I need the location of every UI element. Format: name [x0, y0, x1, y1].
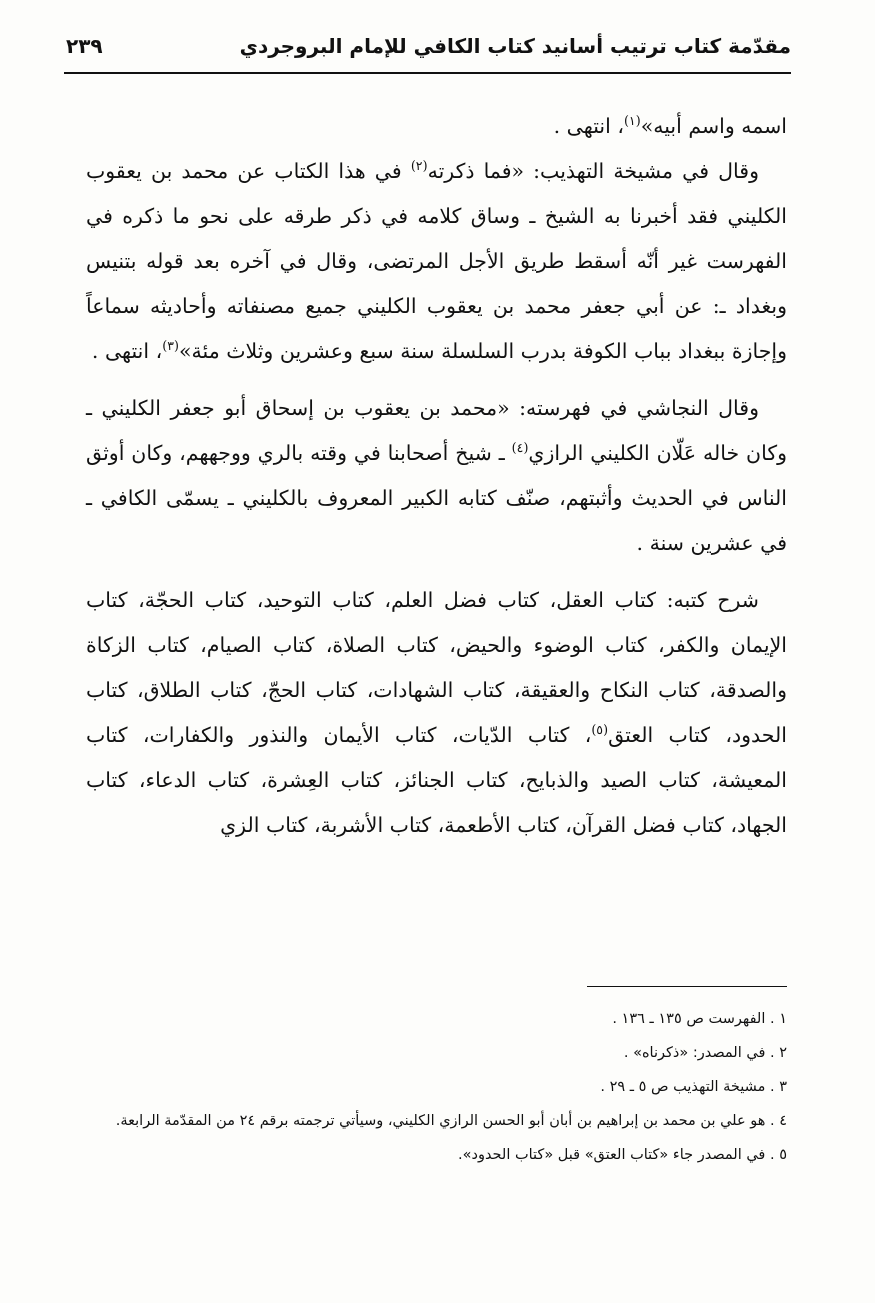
footnote-4: ٤ . هو علي بن محمد بن إبراهيم بن أبان أبو الحسن الرازي الكليني، وسيأتي ترجمته برقم ٢٤ من المقدّمة الرابعة. — [115, 1113, 787, 1129]
text: وقال في مشيخة التهذيب: «فما ذكرته — [427, 159, 759, 183]
text: شرح كتبه: كتاب العقل، كتاب فضل العلم، كتاب التوحيد، كتاب الحجّة، كتاب الإيمان والكفر، كتاب الوضوء والحيض، كتاب الصلاة، كتاب الصيام، كتاب الزكاة والصدقة، كتاب النكاح والعقيقة، كتاب الشهادات، كتاب الحجّ، كتاب الطلاق، كتاب الحدود، كتاب العتق — [86, 588, 787, 747]
text: وقال النجاشي في فهرسته: «محمد بن يعقوب بن إسحاق أبو جعفر الكليني ـ وكان خاله عَلّان الكليني الرازي — [86, 396, 787, 465]
footnote-2: ٢ . في المصدر: «ذكرناه» . — [623, 1045, 787, 1061]
running-title: مقدّمة كتاب ترتيب أسانيد كتاب الكافي للإمام البروجردي — [239, 34, 791, 58]
footnote-3: ٣ . مشيخة التهذيب ص ٥ ـ ٢٩ . — [600, 1079, 787, 1095]
footnotes — [86, 1004, 787, 1174]
paragraph-2 — [86, 149, 787, 374]
footnote-separator — [587, 986, 787, 987]
footnote-ref-1: (١) — [623, 113, 641, 129]
running-header — [64, 26, 791, 74]
footnote-ref-4: (٤) — [511, 440, 529, 456]
page-number: ٢٣٩ — [66, 34, 103, 58]
footnote-5: ٥ . في المصدر جاء «كتاب العتق» قبل «كتاب الحدود». — [458, 1147, 787, 1163]
paragraph-1 — [86, 104, 787, 149]
footnote-1: ١ . الفهرست ص ١٣٥ ـ ١٣٦ . — [612, 1011, 787, 1027]
text: اسمه واسم أبيه» — [640, 114, 787, 138]
text: في هذا الكتاب عن محمد بن يعقوب الكليني فقد أخبرنا به الشيخ ـ وساق كلامه في ذكر طرقه على نحو ما ذكره في الفهرست غير أنّه أسقط طريق الأجل المرتضى، وقال في آخره بعد قوله بتنيس وبغداد ـ: عن أبي جعفر محمد بن يعقوب الكليني جميع مصنفاته وأحاديثه سماعاً وإجازة ببغداد بباب الكوفة بدرب السلسلة سنة سبع وعشرين وثلاث مئة» — [86, 159, 787, 363]
footnote-ref-2: (٢) — [410, 158, 428, 174]
text: ، انتهى . — [553, 114, 624, 138]
main-text — [86, 104, 787, 860]
paragraph-4 — [86, 578, 787, 848]
text: ـ شيخ أصحابنا في وقته بالري ووجههم، وكان أوثق الناس في الحديث وأثبتهم، صنّف كتابه الكبير المعروف بالكليني ـ يسمّى الكافي ـ في عشرين سنة . — [86, 441, 787, 555]
text: ، كتاب الدّيات، كتاب الأيمان والنذور والكفارات، كتاب المعيشة، كتاب الصيد والذبايح، كتاب الجنائز، كتاب العِشرة، كتاب الدعاء، كتاب الجهاد، كتاب فضل القرآن، كتاب الأطعمة، كتاب الأشربة، كتاب الزي — [86, 723, 787, 837]
text: ، انتهى . — [91, 339, 163, 363]
footnote-ref-5: (٥) — [591, 722, 609, 738]
paragraph-3 — [86, 386, 787, 566]
footnote-ref-3: (٣) — [162, 338, 179, 354]
